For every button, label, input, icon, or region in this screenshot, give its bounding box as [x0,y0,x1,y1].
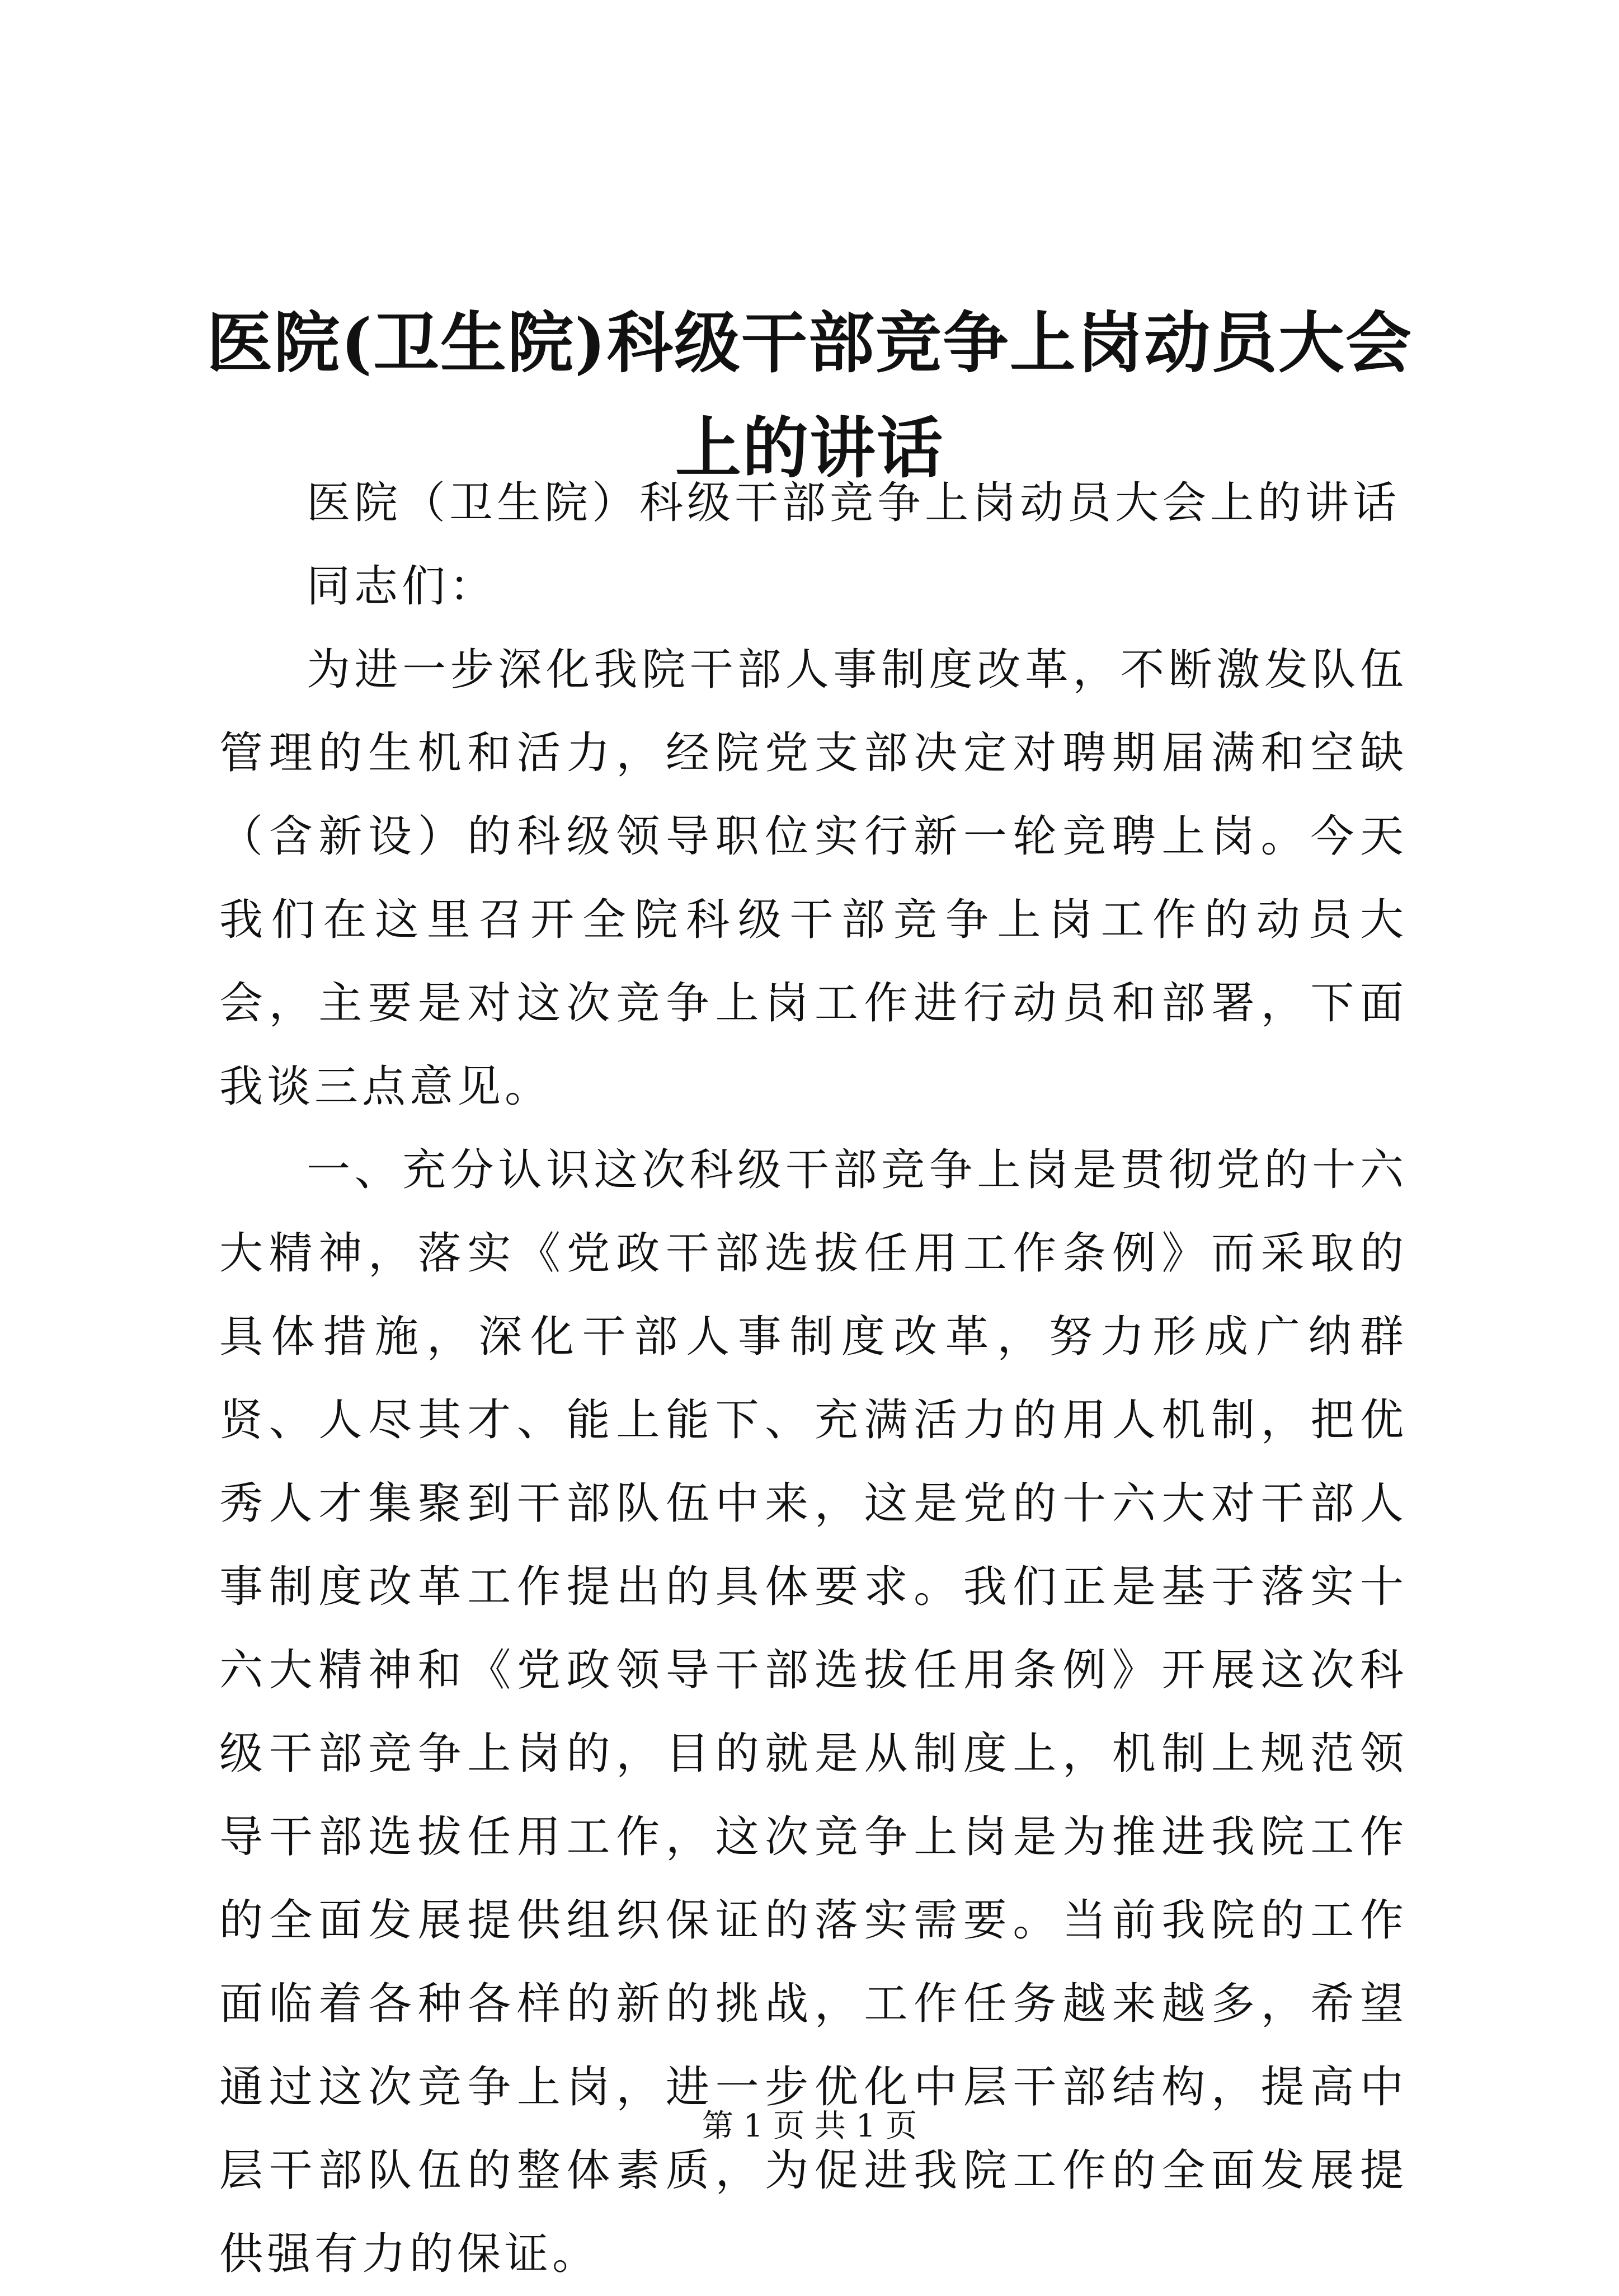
body-paragraph-salutation: 同志们： [307,561,497,612]
page-footer: 第 1 页 共 1 页 [702,2108,917,2144]
body-paragraph: 为进一步深化我院干部人事制度改革，不断激发队伍管理的生机和活力，经院党支部决定对聘期届满和空缺（含新设）的科级领导职位实行新一轮竞聘上岗。今天我们在这里召开全院科级干部竞争上岗工作的动员大会，主要是对这次竞争上岗工作进行动员和部署，下面我谈三点意见。 [219,645,1408,1112]
body-paragraph: 一、充分认识这次科级干部竞争上岗是贯彻党的十六大精神，落实《党政干部选拔任用工作条例》而采取的具体措施，深化干部人事制度改革，努力形成广纳群贤、人尽其才、能上能下、充满活力的用人机制，把优秀人才集聚到干部队伍中来，这是党的十六大对干部人事制度改革工作提出的具体要求。我们正是基于落实十六大精神和《党政领导干部选拔任用条例》开展这次科级干部竞争上岗的，目的就是从制度上，机制上规范领导干部选拔任用工作，这次竞争上岗是为推进我院工作的全面发展提供组织保证的落实需要。当前我院的工作面临着各种各样的新的挑战，工作任务越来越多，希望通过这次竞争上岗，进一步优化中层干部结构，提高中层干部队伍的整体素质，为促进我院工作的全面发展提供强有力的保证。 [219,1145,1408,2279]
body-paragraph-subtitle: 医院（卫生院）科级干部竞争上岗动员大会上的讲话 [307,478,1401,528]
document-body [219,462,1408,2296]
document-title: 医院(卫生院)科级干部竞争上岗动员大会上的讲话 [206,304,1413,487]
